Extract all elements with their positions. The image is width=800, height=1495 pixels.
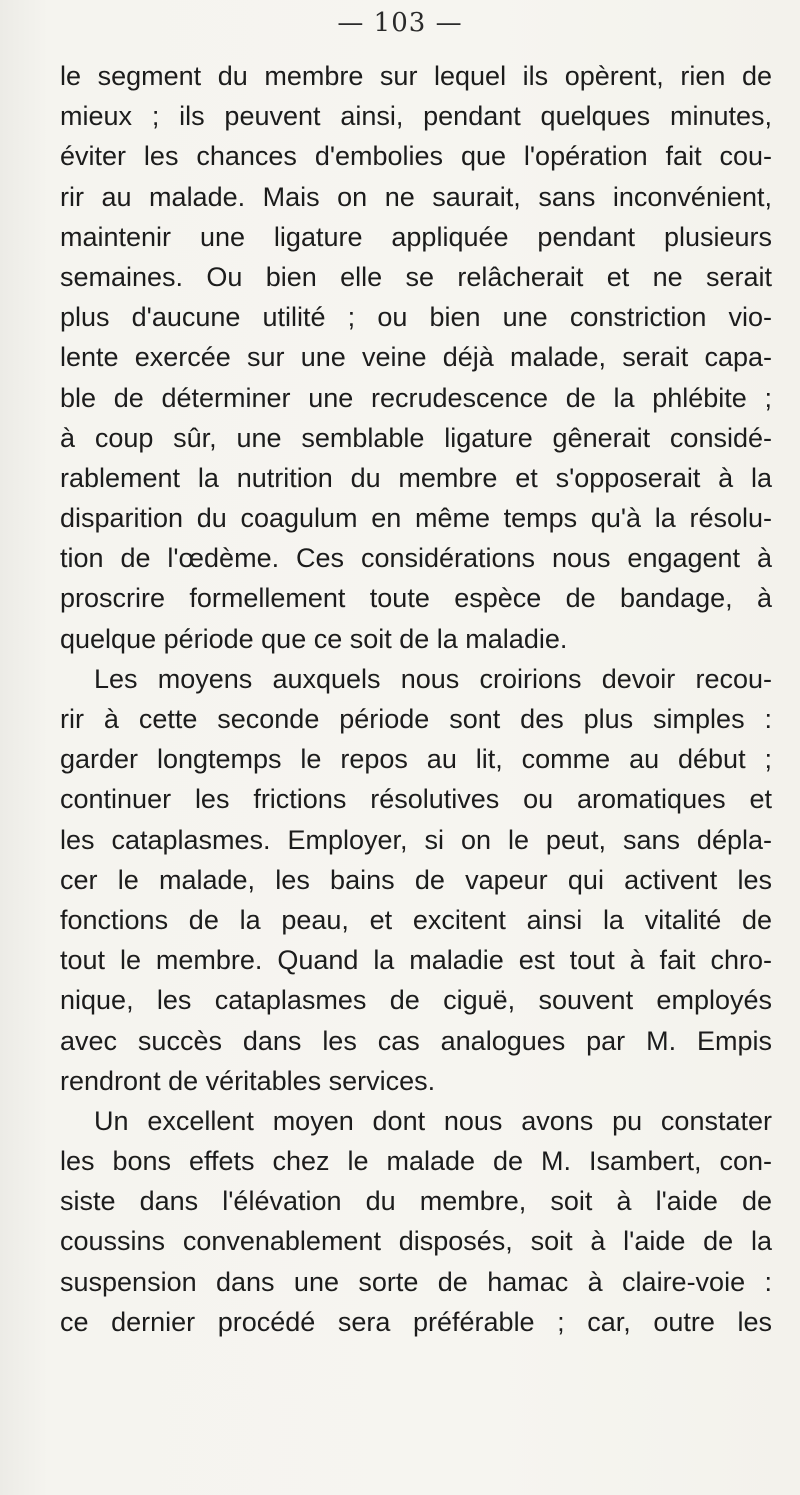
text-line: cer le malade, les bains de vapeur qui activent les (60, 864, 772, 895)
text-line: Les moyens auxquels nous croirions devoir recou- (94, 663, 772, 694)
text-line: ce dernier procédé sera préférable ; car, outre les (60, 1306, 772, 1337)
body-text (60, 56, 772, 1342)
text-line: tout le membre. Quand la maladie est tout à fait chro- (60, 945, 772, 976)
text-line: suspension dans une sorte de hamac à claire-voie : (60, 1266, 772, 1297)
text-line: lente exercée sur une veine déjà malade, serait capa- (60, 342, 772, 373)
text-line: fonctions de la peau, et excitent ainsi la vitalité de (60, 904, 772, 935)
text-line: semaines. Ou bien elle se relâcherait et ne serait (60, 261, 772, 292)
text-line: rir au malade. Mais on ne saurait, sans inconvénient, (60, 181, 772, 212)
text-line: ble de déterminer une recrudescence de la phlébite ; (60, 382, 772, 413)
text-line: coussins convenablement disposés, soit à l'aide de la (60, 1226, 772, 1257)
text-line: proscrire formellement toute espèce de bandage, à (60, 583, 772, 614)
text-line: à coup sûr, une semblable ligature gênerait considé- (60, 422, 772, 453)
text-line: plus d'aucune utilité ; ou bien une constriction vio- (60, 302, 772, 333)
text-line: les cataplasmes. Employer, si on le peut, sans dépla- (60, 824, 772, 855)
text-line: le segment du membre sur lequel ils opèrent, rien de (60, 61, 772, 91)
page-number-header: — 103 — (337, 8, 463, 38)
text-line: rir à cette seconde période sont des plus simples : (60, 704, 772, 734)
text-line: Un excellent moyen dont nous avons pu constater (94, 1105, 772, 1136)
text-line: rablement la nutrition du membre et s'opposerait à la (60, 462, 772, 493)
text-line: avec succès dans les cas analogues par M. Empis (60, 1025, 772, 1056)
text-line: disparition du coagulum en même temps qu'à la résolu- (60, 503, 772, 534)
text-line: continuer les frictions résolutives ou aromatiques et (60, 784, 772, 815)
text-line: siste dans l'élévation du membre, soit à l'aide de (60, 1186, 772, 1217)
text-line: quelque période que ce soit de la maladie. (60, 623, 568, 654)
text-line: tion de l'œdème. Ces considérations nous engagent à (60, 543, 772, 574)
text-line: maintenir une ligature appliquée pendant plusieurs (60, 221, 772, 252)
text-line: nique, les cataplasmes de ciguë, souvent employés (60, 985, 772, 1016)
text-line: éviter les chances d'embolies que l'opération fait cou- (60, 141, 772, 172)
text-line: mieux ; ils peuvent ainsi, pendant quelques minutes, (60, 101, 772, 132)
text-line: garder longtemps le repos au lit, comme au début ; (60, 744, 772, 775)
text-line: les bons effets chez le malade de M. Isambert, con- (60, 1146, 772, 1177)
text-line: rendront de véritables services. (60, 1065, 436, 1096)
